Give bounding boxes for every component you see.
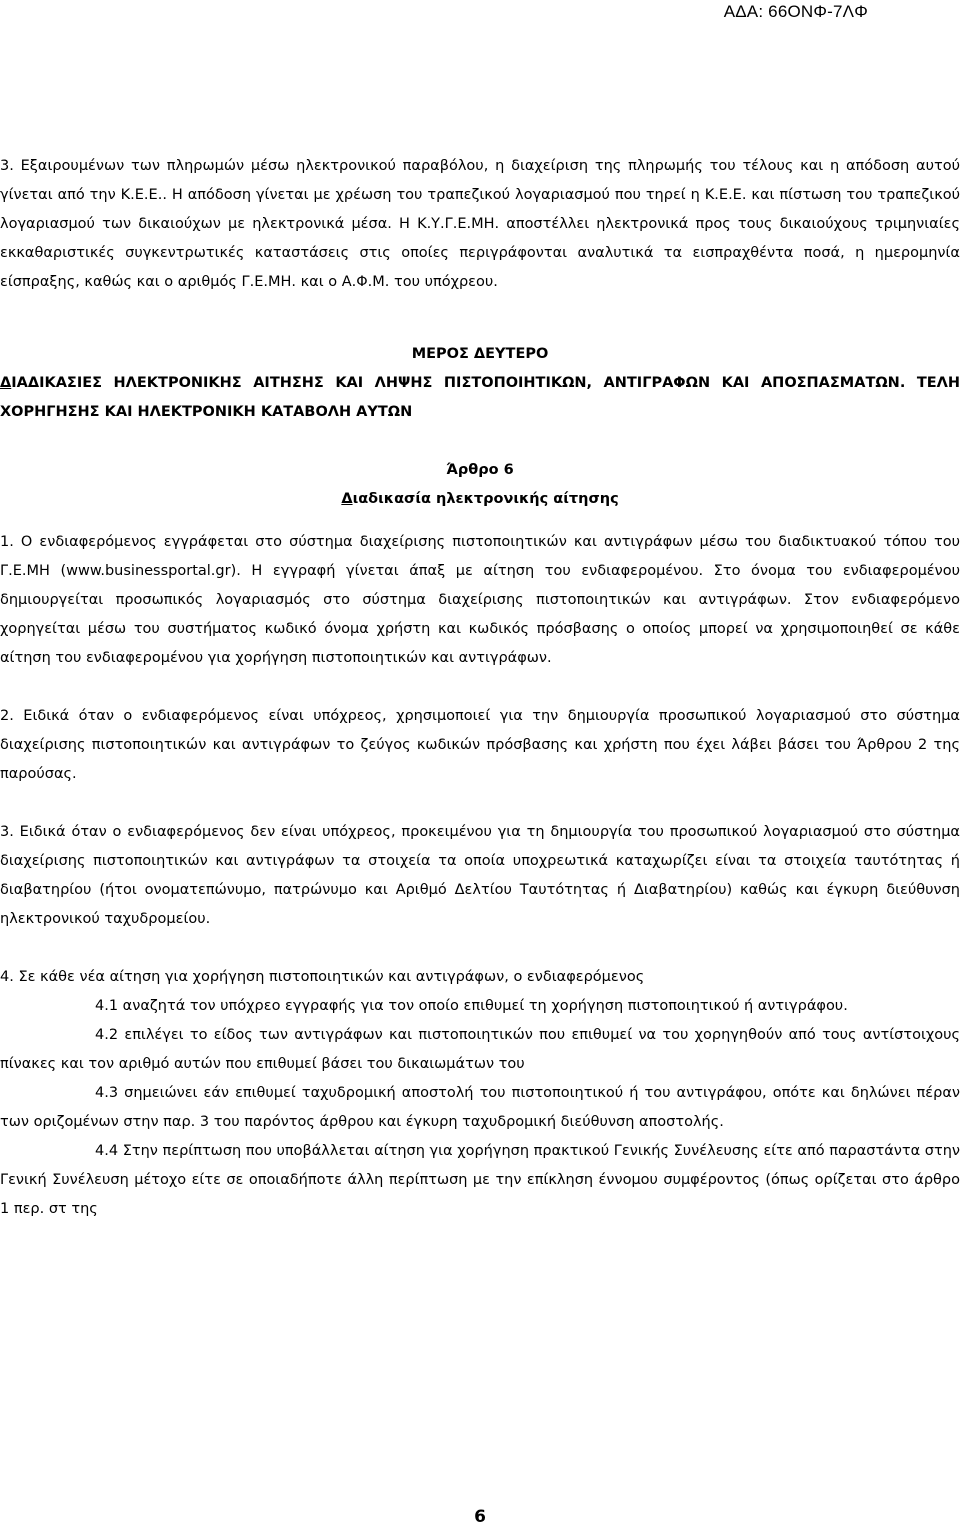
document-body — [0, 152, 960, 1224]
paragraph-4-4: 4.4 Στην περίπτωση που υποβάλλεται αίτηση για χορήγηση πρακτικού Γενικής Συνέλευσης είτε από παραστάντα στην Γενική Συνέλευση μέτοχο είτε σε οποιαδήποτε άλλη περίπτωση με την επίκληση έννομου συμφέροντος (όπως ορίζεται στο άρθρο 1 περ. στ της — [0, 1143, 960, 1217]
part-subtitle — [0, 369, 960, 427]
article-title-first-letter: Δ — [341, 491, 353, 507]
page-number: 6 — [474, 1507, 486, 1527]
paragraph-4-1: 4.1 αναζητά τον υπόχρεο εγγραφής για τον οποίο επιθυμεί τη χορήγηση πιστοποιητικού ή αντιγράφου. — [95, 998, 848, 1014]
article-title-text: ιαδικασία ηλεκτρονικής αίτησης — [352, 491, 619, 507]
article-title — [0, 485, 960, 514]
ada-code: ΑΔΑ: 66ΟΝΦ-7ΛΦ — [723, 2, 868, 21]
paragraph-4-2: 4.2 επιλέγει το είδος των αντιγράφων και πιστοποιητικών που επιθυμεί να του χορηγηθούν από τους αντίστοιχους πίνακες και τον αριθμό αυτών που επιθυμεί βάσει του δικαιωμάτων του — [0, 1027, 960, 1072]
paragraph-2: 2. Ειδικά όταν ο ενδιαφερόμενος είναι υπόχρεος, χρησιμοποιεί για την δημιουργία προσωπικού λογαριασμού στο σύστημα διαχείρισης πιστοποιητικών και αντιγράφων το ζεύγος κωδικών πρόσβασης και χρήστη που έχει λάβει βάσει του Άρθρου 2 της παρούσας. — [0, 708, 960, 782]
paragraph-1: 1. Ο ενδιαφερόμενος εγγράφεται στο σύστημα διαχείρισης πιστοποιητικών και αντιγράφων μέσω του διαδικτυακού τόπου του Γ.Ε.ΜΗ (www.businessportal.gr). Η εγγραφή γίνεται άπαξ με αίτηση του ενδιαφερομένου. Στο όνομα του ενδιαφερομένου δημιουργείται προσωπικός λογαριασμός στο σύστημα διαχείρισης πιστοποιητικών και αντιγράφων. Στον ενδιαφερόμενο χορηγείται μέσω του συστήματος κωδικό όνομα χρήστη και κωδικός πρόσβασης ο οποίος μπορεί να χρησιμοποιηθεί σε κάθε αίτηση του ενδιαφερομένου για χορήγηση πιστοποιητικών και αντιγράφων. — [0, 534, 960, 666]
article-number: Άρθρο 6 — [446, 462, 514, 478]
part-subtitle-text: ΙΑΔΙΚΑΣΙΕΣ ΗΛΕΚΤΡΟΝΙΚΗΣ ΑΙΤΗΣΗΣ ΚΑΙ ΛΗΨΗΣ ΠΙΣΤΟΠΟΙΗΤΙΚΩΝ, ΑΝΤΙΓΡΑΦΩΝ ΚΑΙ ΑΠΟΣΠΑΣΜΑΤΩΝ. ΤΕΛΗ ΧΟΡΗΓΗΣΗΣ ΚΑΙ ΗΛΕΚΤΡΟΝΙΚΗ ΚΑΤΑΒΟΛΗ ΑΥΤΩΝ — [0, 375, 960, 420]
part-title: ΜΕΡΟΣ ΔΕΥΤΕΡΟ — [411, 346, 549, 362]
paragraph-3-payment: 3. Εξαιρουμένων των πληρωμών μέσω ηλεκτρονικού παραβόλου, η διαχείριση της πληρωμής του τέλους και η απόδοση αυτού γίνεται από την Κ.Ε.Ε.. Η απόδοση γίνεται με χρέωση του τραπεζικού λογαριασμού που τηρεί η Κ.Ε.Ε. και πίστωση του τραπεζικού λογαριασμού των δικαιούχων με ηλεκτρονικά μέσα. Η Κ.Υ.Γ.Ε.ΜΗ. αποστέλλει ηλεκτρονικά προς τους δικαιούχους τριμηνιαίες εκκαθαριστικές συγκεντρωτικές καταστάσεις στις οποίες περιγράφονται αναλυτικά τα εισπραχθέντα ποσά, η ημερομηνία είσπραξης, καθώς και ο αριθμός Γ.Ε.ΜΗ. και ο Α.Φ.Μ. του υπόχρεου. — [0, 158, 960, 290]
part-subtitle-dash: Δ — [0, 375, 12, 391]
paragraph-3: 3. Ειδικά όταν ο ενδιαφερόμενος δεν είναι υπόχρεος, προκειμένου για τη δημιουργία του προσωπικού λογαριασμού στο σύστημα διαχείρισης πιστοποιητικών και αντιγράφων τα στοιχεία τα οποία υποχρεωτικά καταχωρίζει είναι τα στοιχεία ταυτότητας ή διαβατηρίου (ήτοι ονοματεπώνυμο, πατρώνυμο και Αριθμό Δελτίου Ταυτότητας ή Διαβατηρίου) καθώς και έγκυρη διεύθυνση ηλεκτρονικού ταχυδρομείου. — [0, 824, 960, 927]
paragraph-4-3: 4.3 σημειώνει εάν επιθυμεί ταχυδρομική αποστολή του πιστοποιητικού ή του αντιγράφου, οπότε και δηλώνει πέραν των οριζομένων στην παρ. 3 του παρόντος άρθρου και έγκυρη ταχυδρομική διεύθυνση αποστολής. — [0, 1085, 960, 1130]
paragraph-4: 4. Σε κάθε νέα αίτηση για χορήγηση πιστοποιητικών και αντιγράφων, ο ενδιαφερόμενος — [0, 969, 645, 985]
